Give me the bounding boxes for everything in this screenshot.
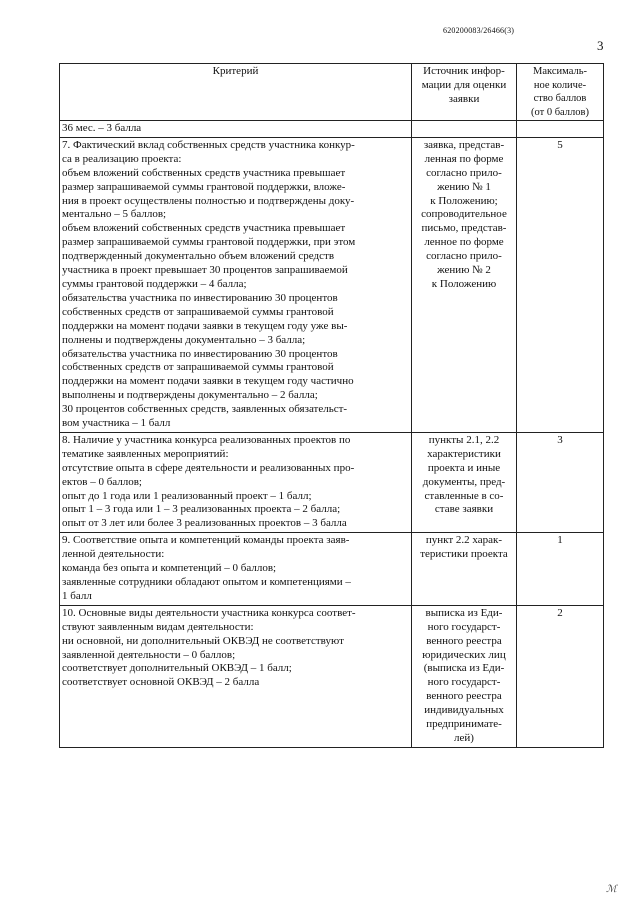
source-line: к Положению; <box>430 194 498 207</box>
criterion-line: выполнены и подтверждены документально – 2 балла; <box>62 389 318 402</box>
table-row <box>60 121 604 138</box>
criterion-cell <box>60 121 412 138</box>
criteria-table <box>59 63 604 748</box>
header-line: Максималь- <box>533 66 587 77</box>
criterion-line: ния в проект осуществлены полностью и подтверждены доку- <box>62 194 355 207</box>
criterion-line: 36 мес. – 3 балла <box>62 122 142 134</box>
criterion-line: размер запрашиваемой суммы грантовой поддержки, вложе- <box>62 180 346 193</box>
source-line: ставленные в со- <box>424 489 504 502</box>
criterion-line: суммы грантовой поддержки – 4 балла; <box>62 277 247 290</box>
source-line: ленное по форме <box>424 236 504 249</box>
source-line: к Положению <box>431 277 497 290</box>
header-line: заявки <box>448 92 480 105</box>
criterion-column-header: Критерий <box>60 64 412 121</box>
criterion-cell <box>60 432 412 532</box>
criterion-line: заявленные сотрудники обладают опытом и компетенциями – <box>62 576 351 588</box>
criterion-line: тематике заявленных мероприятий: <box>62 447 229 460</box>
source-line: венного реестра <box>426 690 502 703</box>
criterion-cell <box>60 137 412 432</box>
table-row <box>60 533 604 606</box>
table-row <box>60 137 604 432</box>
criterion-line: опыт до 1 года или 1 реализованный проект – 1 балл; <box>62 489 312 502</box>
criterion-line: ментально – 5 баллов; <box>62 208 167 221</box>
header-line: ство баллов <box>533 93 587 104</box>
source-line: жению № 1 <box>437 180 491 193</box>
source-line: ного государст- <box>427 620 501 633</box>
criterion-line: опыт 1 – 3 года или 1 – 3 реализованных проекта – 2 балла; <box>62 503 341 516</box>
criterion-line: ствуют заявленным видам деятельности: <box>62 620 254 633</box>
criterion-line: вом участника – 1 балл <box>62 417 171 430</box>
source-line: ного государст- <box>427 676 501 689</box>
criterion-line: соответствует дополнительный ОКВЭД – 1 балл; <box>62 662 292 675</box>
criterion-line: команда без опыта и компетенций – 0 баллов; <box>62 562 277 575</box>
criterion-line: соответствует основной ОКВЭД – 2 балла <box>62 676 260 689</box>
criterion-line: ни основной, ни дополнительный ОКВЭД не соответствуют <box>62 634 344 647</box>
criterion-line: обязательства участника по инвестированию 30 процентов <box>62 347 338 360</box>
source-line: согласно прило- <box>426 250 502 263</box>
table-row <box>60 605 604 747</box>
criterion-line: опыт от 3 лет или более 3 реализованных проектов – 3 балла <box>62 517 347 530</box>
source-cell <box>412 121 517 138</box>
criterion-line: объем вложений собственных средств участника превышает <box>62 222 346 235</box>
max-score-cell <box>517 121 604 138</box>
source-line: выписка из Еди- <box>425 606 503 619</box>
criterion-line: собственных средств от запрашиваемой суммы грантовой <box>62 361 334 374</box>
max-score-cell: 1 <box>517 533 604 606</box>
source-cell <box>412 533 517 606</box>
criterion-cell <box>60 605 412 747</box>
source-line: пункт 2.2 харак- <box>425 534 503 547</box>
max-score-cell: 2 <box>517 605 604 747</box>
page-number: 3 <box>597 38 604 53</box>
criterion-line: ленной деятельности: <box>62 548 165 561</box>
criterion-line: 7. Фактический вклад собственных средств участника конкур- <box>62 138 355 151</box>
criterion-line: подтвержденный документально объем вложений средств <box>62 250 335 263</box>
table-row <box>60 432 604 532</box>
criterion-line: участника в проект превышает 30 процентов запрашиваемой <box>62 264 348 277</box>
source-line: ленная по форме <box>424 152 504 165</box>
source-line: (выписка из Еди- <box>423 662 505 675</box>
source-cell <box>412 605 517 747</box>
source-cell <box>412 432 517 532</box>
source-line: юридических лиц <box>422 648 506 661</box>
criterion-line: 9. Соответствие опыта и компетенций команды проекта заяв- <box>62 534 350 547</box>
criterion-line: 10. Основные виды деятельности участника конкурса соответ- <box>62 606 356 619</box>
header-line: (от 0 баллов) <box>531 106 589 118</box>
table-header-row <box>60 64 604 121</box>
source-line: документы, пред- <box>422 475 506 488</box>
criterion-line: поддержки на момент подачи заявки в текущем году частично <box>62 375 354 388</box>
criterion-line: са в реализацию проекта: <box>62 152 182 165</box>
handwritten-initials: ℳ <box>606 884 617 895</box>
source-line: согласно прило- <box>426 166 502 179</box>
criterion-line: 30 процентов собственных средств, заявленных обязательст- <box>62 403 348 416</box>
source-line: письмо, представ- <box>421 222 507 235</box>
header-line: мации для оценки <box>421 78 507 91</box>
source-line: предпринимате- <box>426 718 502 731</box>
source-line: характеристики <box>427 447 501 460</box>
max-score-cell: 3 <box>517 432 604 532</box>
source-line: венного реестра <box>426 634 502 647</box>
max-score-cell: 5 <box>517 137 604 432</box>
source-line: индивидуальных <box>424 704 504 717</box>
source-column-header <box>412 64 517 121</box>
header-line: ное количе- <box>533 79 587 91</box>
source-line: пункты 2.1, 2.2 <box>428 433 500 446</box>
header-line: Источник инфор- <box>423 65 505 77</box>
criterion-line: объем вложений собственных средств участника превышает <box>62 166 346 179</box>
criterion-line: размер запрашиваемой суммы грантовой поддержки, при этом <box>62 236 356 249</box>
source-line: жению № 2 <box>437 264 491 277</box>
criterion-cell <box>60 533 412 606</box>
criterion-line: собственных средств от запрашиваемой суммы грантовой <box>62 305 334 318</box>
criterion-line: 8. Наличие у участника конкурса реализованных проектов по <box>62 433 351 446</box>
source-line: теристики проекта <box>420 548 508 561</box>
criterion-line: обязательства участника по инвестированию 30 процентов <box>62 291 338 304</box>
source-line: ставе заявки <box>434 503 494 516</box>
max-score-column-header <box>517 64 604 121</box>
criterion-line: полнены и подтверждены документально – 3 балла; <box>62 333 306 346</box>
source-line: сопроводительное <box>421 208 507 221</box>
criterion-line: ектов – 0 баллов; <box>62 475 142 488</box>
criterion-line: 1 балл <box>62 589 92 602</box>
source-cell <box>412 137 517 432</box>
criterion-line: поддержки на момент подачи заявки в текущем году уже вы- <box>62 319 348 332</box>
criterion-line: отсутствие опыта в сфере деятельности и реализованных про- <box>62 461 355 474</box>
source-line: проекта и иные <box>427 461 501 474</box>
document-id: 620200083/26466(3) <box>443 26 515 35</box>
source-line: заявка, представ- <box>423 138 505 151</box>
criterion-line: заявленной деятельности – 0 баллов; <box>62 648 236 661</box>
source-line: лей) <box>454 731 474 744</box>
